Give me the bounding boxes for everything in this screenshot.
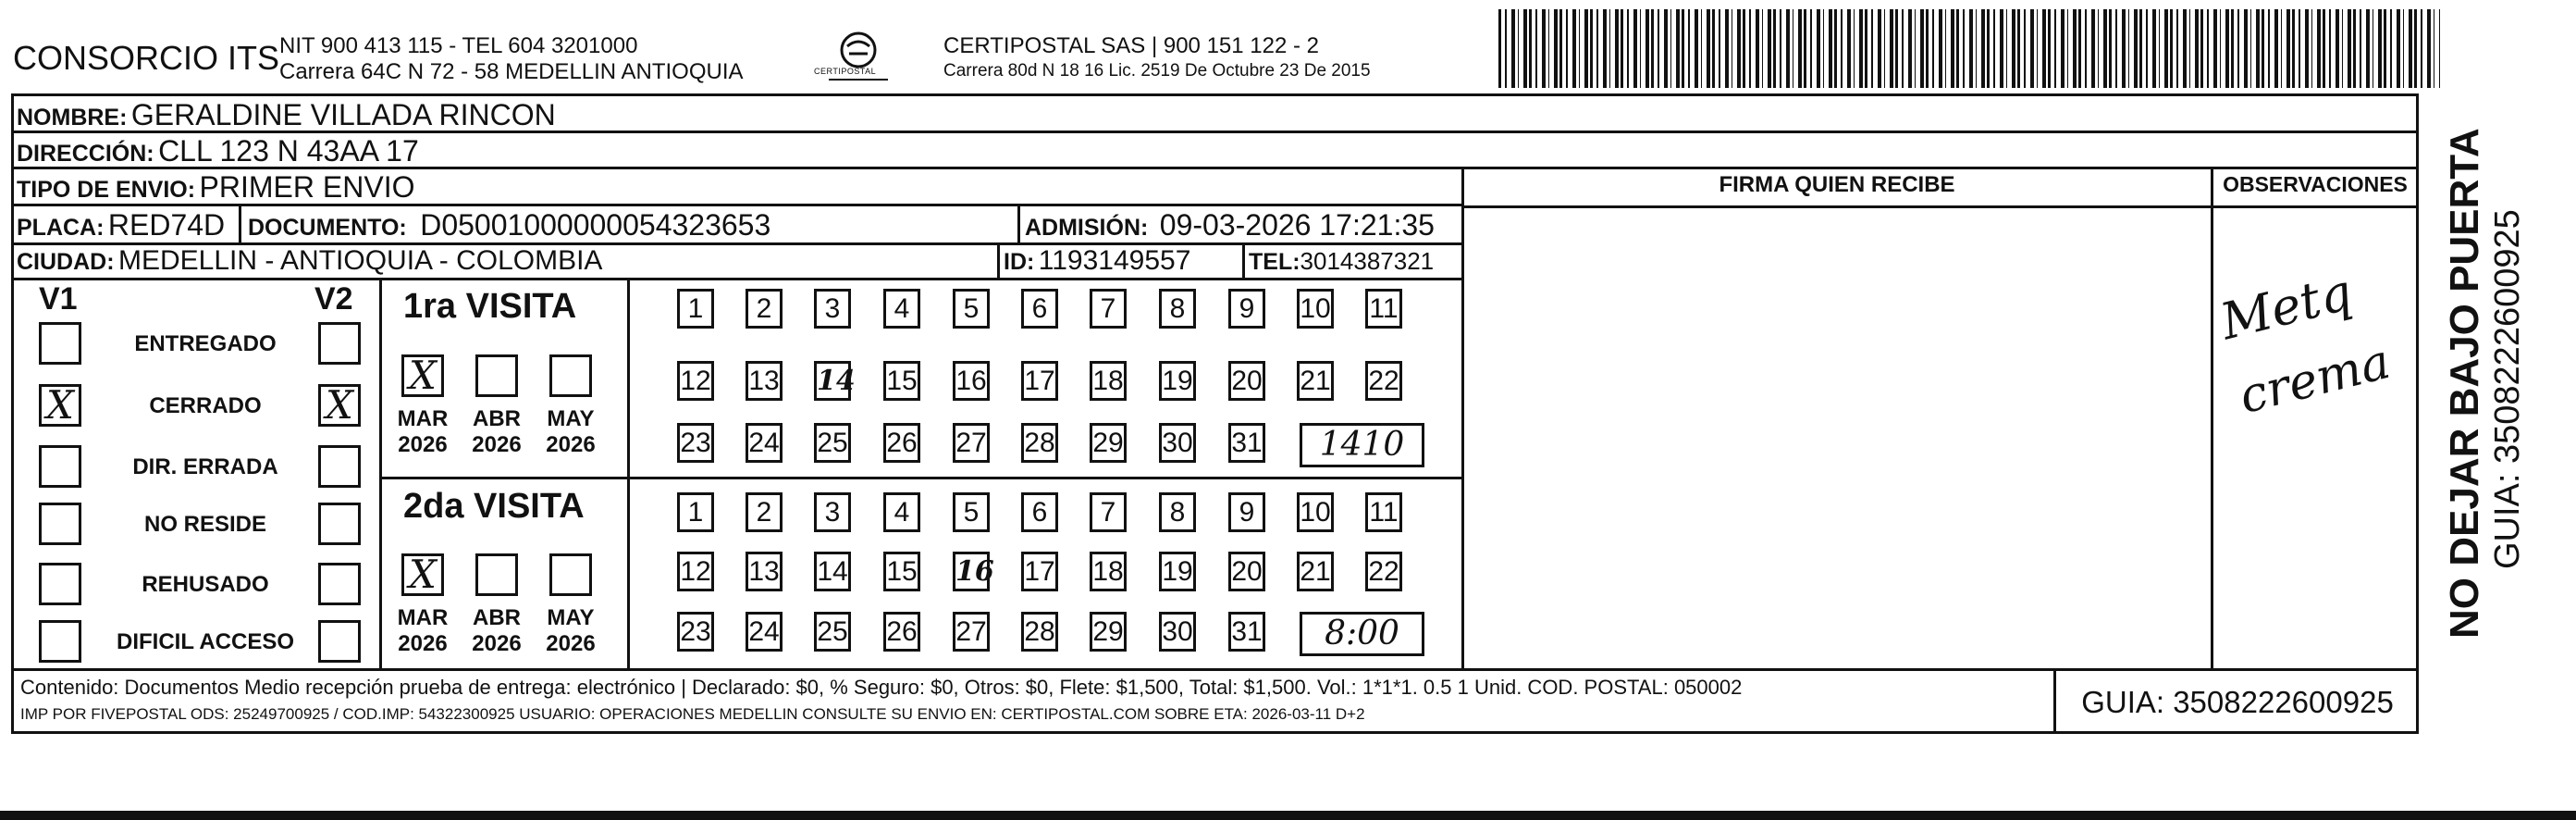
day-box[interactable]: 3 <box>814 492 851 532</box>
day-box[interactable]: 10 <box>1297 492 1334 532</box>
guia-box: GUIA: 3508222600925 <box>2081 685 2394 719</box>
barcode <box>1498 9 2440 88</box>
v2-checkbox[interactable] <box>318 563 361 605</box>
month-label: MAY <box>547 406 595 431</box>
imp-line: IMP POR FIVEPOSTAL ODS: 25249700925 / COD.IMP: 54322300925 USUARIO: OPERACIONES MEDELLIN CONSULTE SU ENVIO EN: CERTIPOSTAL.COM SOBRE ETA: 2026-03-11 D+2 <box>20 705 1365 723</box>
contents-line: Contenido: Documentos Medio recepción prueba de entrega: electrónico | Declarado: $0, % Seguro: $0, Otros: $0, Flete: $1,500, Total: $1,500. Vol.: 1*1*1. 0.5 1 Unid. COD. POSTAL: 050002 <box>20 676 1743 699</box>
day-box[interactable]: 19 <box>1159 361 1196 401</box>
status-label: ENTREGADO <box>134 331 277 356</box>
observations-header: OBSERVACIONES <box>2223 172 2408 196</box>
day-box[interactable]: 10 <box>1297 289 1334 329</box>
check-mark: X <box>409 353 437 398</box>
signature-header: FIRMA QUIEN RECIBE <box>1719 172 1955 197</box>
day-box[interactable]: 16 <box>953 361 990 401</box>
time-box[interactable]: 1410 <box>1300 423 1424 467</box>
day-box[interactable]: 23 <box>677 423 714 463</box>
v2-checkbox[interactable] <box>318 384 361 427</box>
day-box[interactable]: 28 <box>1021 612 1058 652</box>
day-box[interactable]: 11 <box>1365 492 1402 532</box>
status-label: DIR. ERRADA <box>132 454 278 479</box>
day-box[interactable]: 4 <box>883 289 920 329</box>
day-box[interactable]: 30 <box>1159 612 1196 652</box>
v2-header: V2 <box>314 281 353 317</box>
day-box[interactable]: 1 <box>677 289 714 329</box>
id-label: ID: <box>1004 249 1035 275</box>
year-label: 2026 <box>398 432 448 457</box>
admission-label: ADMISIÓN: <box>1025 215 1149 241</box>
day-box[interactable]: 25 <box>814 612 851 652</box>
month-label: ABR <box>473 605 521 630</box>
side-warning: NO DEJAR BAJO PUERTA <box>2442 128 2487 639</box>
day-box[interactable]: 29 <box>1090 612 1127 652</box>
id-value: 1193149557 <box>1038 245 1191 276</box>
check-mark: X <box>326 382 353 428</box>
day-box[interactable]: 16 <box>953 552 990 591</box>
day-box[interactable]: 18 <box>1090 361 1127 401</box>
day-box[interactable]: 20 <box>1228 361 1265 401</box>
certipostal-address: Carrera 80d N 18 16 Lic. 2519 De Octubre 23 De 2015 <box>943 61 1371 81</box>
observation-handwriting-1: Metq <box>2214 262 2359 352</box>
certipostal-line: CERTIPOSTAL SAS | 900 151 122 - 2 <box>943 33 1319 58</box>
day-box[interactable]: 31 <box>1228 423 1265 463</box>
day-box[interactable]: 2 <box>746 289 783 329</box>
day-box[interactable]: 20 <box>1228 552 1265 591</box>
v2-checkbox[interactable] <box>318 620 361 663</box>
visit1-title: 1ra VISITA <box>403 287 577 326</box>
month-checkbox[interactable] <box>549 553 592 596</box>
plate-value: RED74D <box>107 208 226 242</box>
day-box[interactable]: 24 <box>746 423 783 463</box>
document-value: D05001000000054323653 <box>420 208 771 242</box>
year-label: 2026 <box>472 432 522 457</box>
day-box[interactable]: 15 <box>883 552 920 591</box>
day-box[interactable]: 8 <box>1159 492 1196 532</box>
day-box[interactable]: 3 <box>814 289 851 329</box>
day-box[interactable]: 25 <box>814 423 851 463</box>
day-box[interactable]: 23 <box>677 612 714 652</box>
month-label: MAR <box>397 605 449 630</box>
day-box[interactable]: 18 <box>1090 552 1127 591</box>
v1-checkbox[interactable] <box>39 322 81 365</box>
tel-label: TEL: <box>1249 249 1300 275</box>
day-box[interactable]: 22 <box>1365 361 1402 401</box>
month-checkbox[interactable] <box>475 354 518 397</box>
day-box[interactable]: 1 <box>677 492 714 532</box>
day-box[interactable]: 13 <box>746 552 783 591</box>
day-box[interactable]: 29 <box>1090 423 1127 463</box>
recipient-name: GERALDINE VILLADA RINCON <box>130 98 556 131</box>
nit-line: NIT 900 413 115 - TEL 604 3201000 <box>279 33 638 58</box>
v1-header: V1 <box>39 281 78 317</box>
day-box[interactable]: 4 <box>883 492 920 532</box>
day-box[interactable]: 7 <box>1090 289 1127 329</box>
v1-checkbox[interactable] <box>39 503 81 545</box>
day-box[interactable]: 21 <box>1297 361 1334 401</box>
year-label: 2026 <box>546 631 596 656</box>
day-box[interactable]: 15 <box>883 361 920 401</box>
plate-label: PLACA: <box>17 215 105 241</box>
check-mark: X <box>46 382 74 428</box>
day-box[interactable]: 13 <box>746 361 783 401</box>
check-mark: X <box>409 552 437 597</box>
v1-checkbox[interactable] <box>39 445 81 488</box>
day-box[interactable]: 7 <box>1090 492 1127 532</box>
year-label: 2026 <box>546 432 596 457</box>
month-label: MAY <box>547 605 595 630</box>
month-checkbox[interactable] <box>475 553 518 596</box>
v1-checkbox[interactable] <box>39 384 81 427</box>
day-box[interactable]: 12 <box>677 361 714 401</box>
logo-caption: CERTIPOSTAL <box>814 67 877 76</box>
v2-checkbox[interactable] <box>318 445 361 488</box>
day-box[interactable]: 21 <box>1297 552 1334 591</box>
admission-value: 09-03-2026 17:21:35 <box>1159 208 1435 242</box>
day-box[interactable]: 14 <box>814 361 851 401</box>
day-box[interactable]: 5 <box>953 492 990 532</box>
year-label: 2026 <box>398 631 448 656</box>
day-box[interactable]: 11 <box>1365 289 1402 329</box>
side-guia: GUIA: 3508222600925 <box>2488 209 2527 569</box>
day-box[interactable]: 8 <box>1159 289 1196 329</box>
v1-checkbox[interactable] <box>39 563 81 605</box>
status-label: CERRADO <box>149 393 262 418</box>
day-box[interactable]: 9 <box>1228 289 1265 329</box>
name-label: NOMBRE: <box>17 105 128 130</box>
v1-checkbox[interactable] <box>39 620 81 663</box>
day-box[interactable]: 24 <box>746 612 783 652</box>
day-box[interactable]: 6 <box>1021 492 1058 532</box>
day-box[interactable]: 26 <box>883 612 920 652</box>
status-label: NO RESIDE <box>143 512 267 537</box>
month-checkbox[interactable] <box>401 354 444 397</box>
status-label: REHUSADO <box>142 572 269 597</box>
observation-handwriting-2: crema <box>2234 333 2396 426</box>
day-box[interactable]: 5 <box>953 289 990 329</box>
visit2-title: 2da VISITA <box>403 487 585 526</box>
day-box[interactable]: 27 <box>953 612 990 652</box>
day-box[interactable]: 27 <box>953 423 990 463</box>
company-name: CONSORCIO ITS <box>13 39 280 77</box>
day-box[interactable]: 17 <box>1021 552 1058 591</box>
year-label: 2026 <box>472 631 522 656</box>
city-value: MEDELLIN - ANTIOQUIA - COLOMBIA <box>118 245 603 276</box>
status-label: DIFICIL ACCESO <box>116 629 294 654</box>
address-label: DIRECCIÓN: <box>17 141 154 167</box>
month-checkbox[interactable] <box>401 553 444 596</box>
v2-checkbox[interactable] <box>318 322 361 365</box>
day-box[interactable]: 14 <box>814 552 851 591</box>
day-box[interactable]: 6 <box>1021 289 1058 329</box>
month-checkbox[interactable] <box>549 354 592 397</box>
certipostal-logo <box>821 30 895 85</box>
shipping-label: TIPO DE ENVIO: <box>17 177 196 203</box>
day-box[interactable]: 12 <box>677 552 714 591</box>
day-box[interactable]: 22 <box>1365 552 1402 591</box>
tel-value: 3014387321 <box>1300 247 1435 275</box>
day-box[interactable]: 19 <box>1159 552 1196 591</box>
recipient-address: CLL 123 N 43AA 17 <box>158 134 419 168</box>
day-box[interactable]: 30 <box>1159 423 1196 463</box>
day-box[interactable]: 9 <box>1228 492 1265 532</box>
bottom-rule <box>0 811 2576 820</box>
day-box[interactable]: 26 <box>883 423 920 463</box>
v2-checkbox[interactable] <box>318 503 361 545</box>
document-label: DOCUMENTO: <box>248 215 407 241</box>
month-label: ABR <box>473 406 521 431</box>
day-box[interactable]: 2 <box>746 492 783 532</box>
company-address: Carrera 64C N 72 - 58 MEDELLIN ANTIOQUIA <box>279 59 744 84</box>
shipping-type: PRIMER ENVIO <box>199 170 415 204</box>
time-box[interactable]: 8:00 <box>1300 612 1424 656</box>
day-box[interactable]: 28 <box>1021 423 1058 463</box>
month-label: MAR <box>397 406 449 431</box>
day-box[interactable]: 31 <box>1228 612 1265 652</box>
day-box[interactable]: 17 <box>1021 361 1058 401</box>
city-label: CIUDAD: <box>17 249 115 275</box>
